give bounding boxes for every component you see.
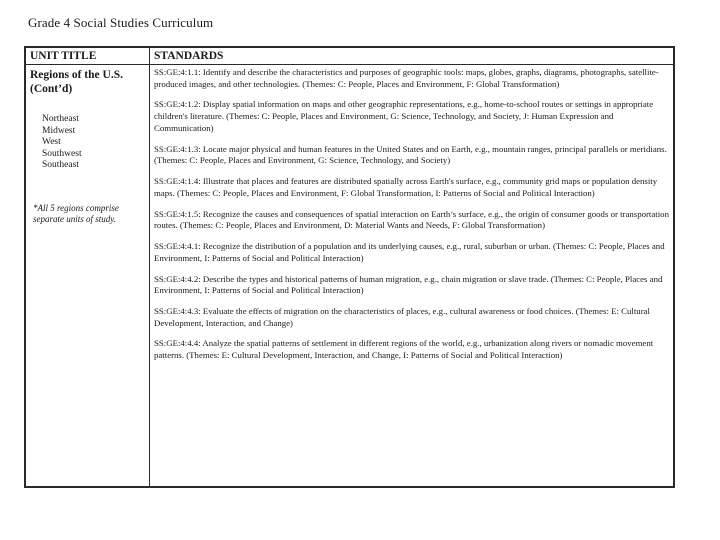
document-title: Grade 4 Social Studies Curriculum bbox=[28, 15, 214, 30]
standard-item: SS:GE:4:1.4: Illustrate that places and features are distributed spatially across Earth's surface, e.g., community grid maps or population density maps. (Themes: C: People, Places and Environment, F: Global Transformation, I: Patterns of Social and Political Interaction) bbox=[154, 176, 658, 198]
standard-item: SS:GE:4:1.5: Recognize the causes and consequences of spatial interaction on Earth’s surface, e.g., the origin of consumer goods or transportation routes. (Themes: C: People, Places and Environment, D: Material Wants and Needs, F: Global Transformation) bbox=[154, 208, 669, 231]
region-item: Southeast bbox=[42, 160, 79, 171]
standard-item: SS:GE:4:1.2: Display spatial information on maps and other geographic representations, e.g., home-to-school routes or settings in appropriate children's literature. (Themes: C: People, Places and Environment, G: Science, Technology, and Society, J: Human Expression and Communication) bbox=[154, 99, 654, 133]
unit-note: *All 5 regions comprise separate units of study. bbox=[33, 202, 119, 224]
standard-item: SS:GE:4:4.1: Recognize the distribution of a population and its underlying causes, e.g., rural, suburban or urban. (Themes: C: People, Places and Environment, I: Patterns of Social and Political Interaction) bbox=[154, 241, 665, 263]
region-item: Northeast bbox=[42, 114, 79, 124]
standards-cell bbox=[150, 65, 673, 486]
standard-item: SS:GE:4:4.2: Describe the types and historical patterns of human migration, e.g., chain migration or slave trade. (Themes: C: People, Places and Environment, I: Patterns of Social and Political Interaction) bbox=[154, 273, 663, 296]
unit-name: Regions of the U.S. (Cont’d) bbox=[30, 69, 123, 95]
unit-cell bbox=[26, 65, 150, 486]
region-item: Southwest bbox=[42, 148, 82, 159]
standard-item: SS:GE:4:1.1: Identify and describe the characteristics and purposes of geographic tools: maps, globes, graphs, diagrams, photographs, satellite-produced images, and other technologies. (Themes: C: People, Places and Environment, F: Global Transformation) bbox=[154, 67, 659, 89]
standards-header: STANDARDS bbox=[150, 48, 673, 65]
unit-title-header: UNIT TITLE bbox=[26, 48, 150, 65]
standard-item: SS:GE:4:4.3: Evaluate the effects of migration on the characteristics of places, e.g., cultural awareness or food choices. (Themes: E: Cultural Development, Interaction, and Change) bbox=[154, 305, 650, 328]
region-item: West bbox=[42, 137, 61, 148]
region-item: Midwest bbox=[42, 125, 76, 136]
region-list bbox=[42, 114, 145, 172]
curriculum-table bbox=[24, 46, 675, 488]
standard-item: SS:GE:4:4.4: Analyze the spatial patterns of settlement in different regions of the world, e.g., urbanization along rivers or nomadic movement patterns. (Themes: E: Cultural Development, Interaction, and Change, I: Patterns of Social and Political Interaction) bbox=[154, 338, 654, 361]
standard-item: SS:GE:4:1.3: Locate major physical and human features in the United States and on Earth, e.g., mountain ranges, principal parallels or meridians. (Themes: C: People, Places and Environment, G: Science, Technology, and Society) bbox=[154, 143, 667, 166]
